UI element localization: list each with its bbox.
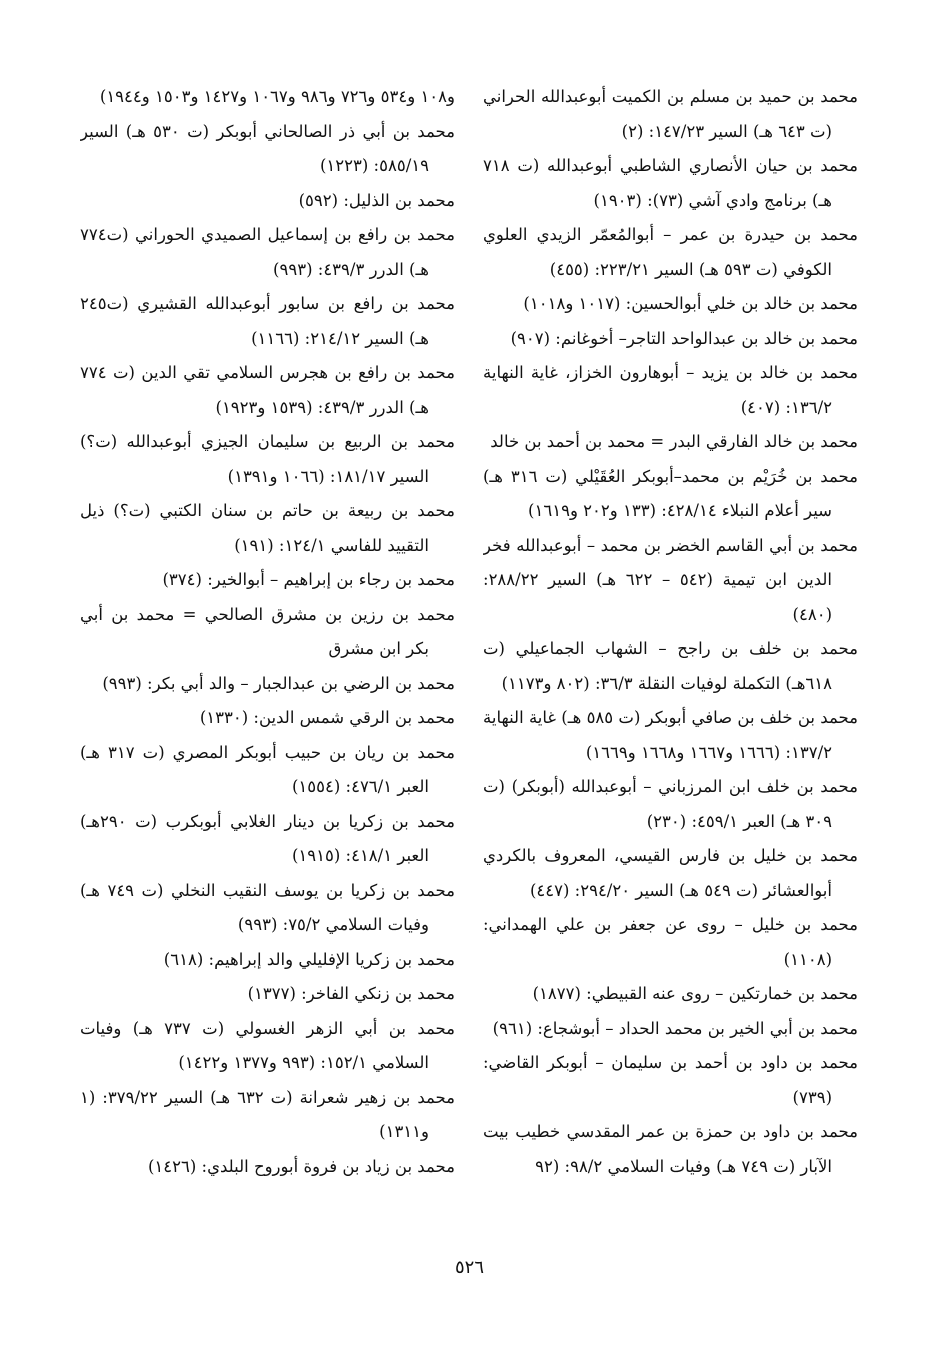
index-entry: محمد بن الرقي شمس الدين: (١٣٣٠) bbox=[199, 708, 455, 727]
index-entry: محمد بن زياد بن فروة أبوروح البلدي: (١٤٢٦) bbox=[147, 1156, 455, 1176]
index-entry: محمد بن حيدرة بن عمر – أبوالمُعمّر الزيدي العلوي الكوفي (ت ٥٩٣ هـ) السير ٢٢٣/٢١: (٤٥٥) bbox=[483, 225, 858, 279]
index-entry: محمد بن خلف بن صافي أبوبكر (ت ٥٨٥ هـ) غاية النهاية ١٣٧/٢: (١٦٦٦ و١٦٦٧ و١٦٦٨ و١٦٦٩) bbox=[483, 708, 858, 762]
index-entry: محمد بن الربيع بن سليمان الجيزي أبوعبدالله (ت؟) السير ١٨١/١٧: (١٠٦٦ و١٣٩١) bbox=[80, 432, 455, 486]
index-entry: محمد بن رزين بن مشرق الصالحي = محمد بن أبي بكر ابن مشرق bbox=[80, 604, 455, 658]
index-entry: محمد بن أبي ذر الصالحاني أبوبكر (ت ٥٣٠ هـ) السير ٥٨٥/١٩: (١٢٢٣) bbox=[80, 121, 455, 175]
index-entry: محمد بن خلف بن راجح – الشهاب الجماعيلي (ت ٦١٨هـ) التكملة لوفيات النقلة ٣٦/٣: (٨٠٢ و١١٧٣) bbox=[483, 639, 858, 693]
index-entry: محمد بن أبي القاسم الخضر بن محمد – أبوعبدالله فخر الدين ابن تيمية (٥٤٢ – ٦٢٢ هـ) السير ٢٨٨/٢٢: (٤٨٠) bbox=[483, 535, 858, 624]
index-entry: محمد بن الذليل: (٥٩٢) bbox=[298, 190, 455, 210]
index-entry: محمد بن رجاء بن إبراهيم – أبوالخير: (٣٧٤) bbox=[162, 570, 455, 589]
index-entry: محمد بن زهير شعرانة (ت ٦٣٢ هـ) السير ٣٧٩/٢٢: (١ و١٣١١) bbox=[80, 1087, 455, 1141]
index-entry: محمد بن حيان الأنصاري الشاطبي أبوعبدالله (ت ٧١٨ هـ) برنامج وادي آشي (٧٣): (١٩٠٣) bbox=[483, 156, 858, 210]
index-entry: محمد بن رافع بن هجرس السلامي تقي الدين (ت ٧٧٤ هـ) الدرر ٤٣٩/٣: (١٥٣٩ و١٩٢٣) bbox=[80, 363, 455, 417]
left-column bbox=[80, 80, 455, 1230]
page-number: ٥٢٦ bbox=[454, 1257, 484, 1278]
index-entry: محمد بن خليل – روى عن جعفر بن علي الهمداني: (١١٠٨) bbox=[483, 915, 858, 969]
index-entry: محمد بن خمارتكين – روى عنه القبيطي: (١٨٧٧) bbox=[532, 984, 858, 1003]
index-entry: محمد بن خالد بن خلي أبوالحسين: (١٠١٧ و١٠١٨) bbox=[523, 294, 858, 313]
index-entry: محمد بن خالد بن عبدالواحد التاجر– أخوغانم: (٩٠٧) bbox=[510, 328, 858, 348]
index-entry: محمد بن الرضي بن عبدالجبار – والد أبي بكر: (٩٩٣) bbox=[102, 673, 455, 693]
index-entry: محمد بن أبي الزهر الغسولي (ت ٧٣٧ هـ) وفيات السلامي ١٥٢/١: (٩٩٣ و١٣٧٧ و١٤٢٢) bbox=[80, 1018, 455, 1072]
index-entry: محمد بن خالد بن يزيد – أبوهارون الخزاز، غاية النهاية ١٣٦/٢: (٤٠٧) bbox=[483, 363, 858, 417]
index-entry: محمد بن ريان بن حبيب أبوبكر المصري (ت ٣١٧ هـ) العبر ٤٧٦/١: (١٥٥٤) bbox=[80, 742, 455, 796]
index-entry: محمد بن حميد بن مسلم بن الكميت أبوعبدالله الحراني (ت ٦٤٣ هـ) السير ١٤٧/٢٣: (٢) bbox=[483, 87, 858, 141]
index-entry: محمد بن داود بن أحمد بن سليمان – أبوبكر القاضي: (٧٣٩) bbox=[483, 1053, 858, 1107]
index-entry: محمد بن ربيعة بن حاتم بن سنان الكتبي (ت؟) ذيل التقييد للفاسي ١٢٤/١: (١٩١) bbox=[80, 501, 455, 555]
index-entry: محمد بن خليل بن فارس القيسي، المعروف بالكردي أبوالعشائر (ت ٥٤٩ هـ) السير ٢٩٤/٢٠: (٤٤٧) bbox=[483, 846, 858, 900]
index-columns bbox=[80, 80, 858, 1230]
index-entry: محمد بن رافع بن إسماعيل الصميدي الحوراني (ت٧٧٤ هـ) الدرر ٤٣٩/٣: (٩٩٣) bbox=[80, 225, 455, 279]
index-entry: محمد بن رافع بن سابور أبوعبدالله القشيري (ت٢٤٥ هـ) السير ٢١٤/١٢: (١١٦٦) bbox=[80, 294, 455, 348]
index-entry: محمد بن زكريا بن يوسف النقيب النخلي (ت ٧٤٩ هـ) وفيات السلامي ٧٥/٢: (٩٩٣) bbox=[80, 880, 455, 934]
index-entry: محمد بن داود بن حمزة بن عمر المقدسي خطيب بيت الآبار (ت ٧٤٩ هـ) وفيات السلامي ٩٨/٢: (٩٢ bbox=[483, 1122, 858, 1176]
index-entry: محمد بن خالد الفارقي البدر = محمد بن أحمد بن خالد bbox=[490, 432, 858, 451]
right-column bbox=[483, 80, 858, 1230]
index-entry: محمد بن زكريا الإفليلي والد إبراهيم: (٦١٨) bbox=[163, 949, 455, 969]
index-entry: محمد بن زكريا بن دينار الغلابي أبوبكرب (ت ٢٩٠هـ) العبر ٤١٨/١: (١٩١٥) bbox=[80, 811, 455, 865]
index-entry: محمد بن أبي الخير بن محمد الحداد – أبوشجاع: (٩٦١) bbox=[492, 1018, 858, 1038]
index-entry-continuation: و١٠٨ و٥٣٤ و٧٢٦ و٩٨٦ و١٠٦٧ و١٤٢٧ و١٥٠٣ و١٩٤٤) bbox=[99, 87, 455, 106]
index-entry: محمد بن زنكي الفاخر: (١٣٧٧) bbox=[247, 984, 455, 1003]
index-entry: محمد بن خلف ابن المرزباني – أبوعبدالله (أبوبكر) (ت ٣٠٩ هـ) العبر ٤٥٩/١: (٢٣٠) bbox=[483, 777, 858, 831]
index-entry: محمد بن خُرَيْم بن محمد–أبوبكر العُقَيْلي (ت ٣١٦ هـ) سير أعلام النبلاء ٤٢٨/١٤: (١٣٣ و٢٠٢ و١٦١٩) bbox=[483, 466, 858, 520]
